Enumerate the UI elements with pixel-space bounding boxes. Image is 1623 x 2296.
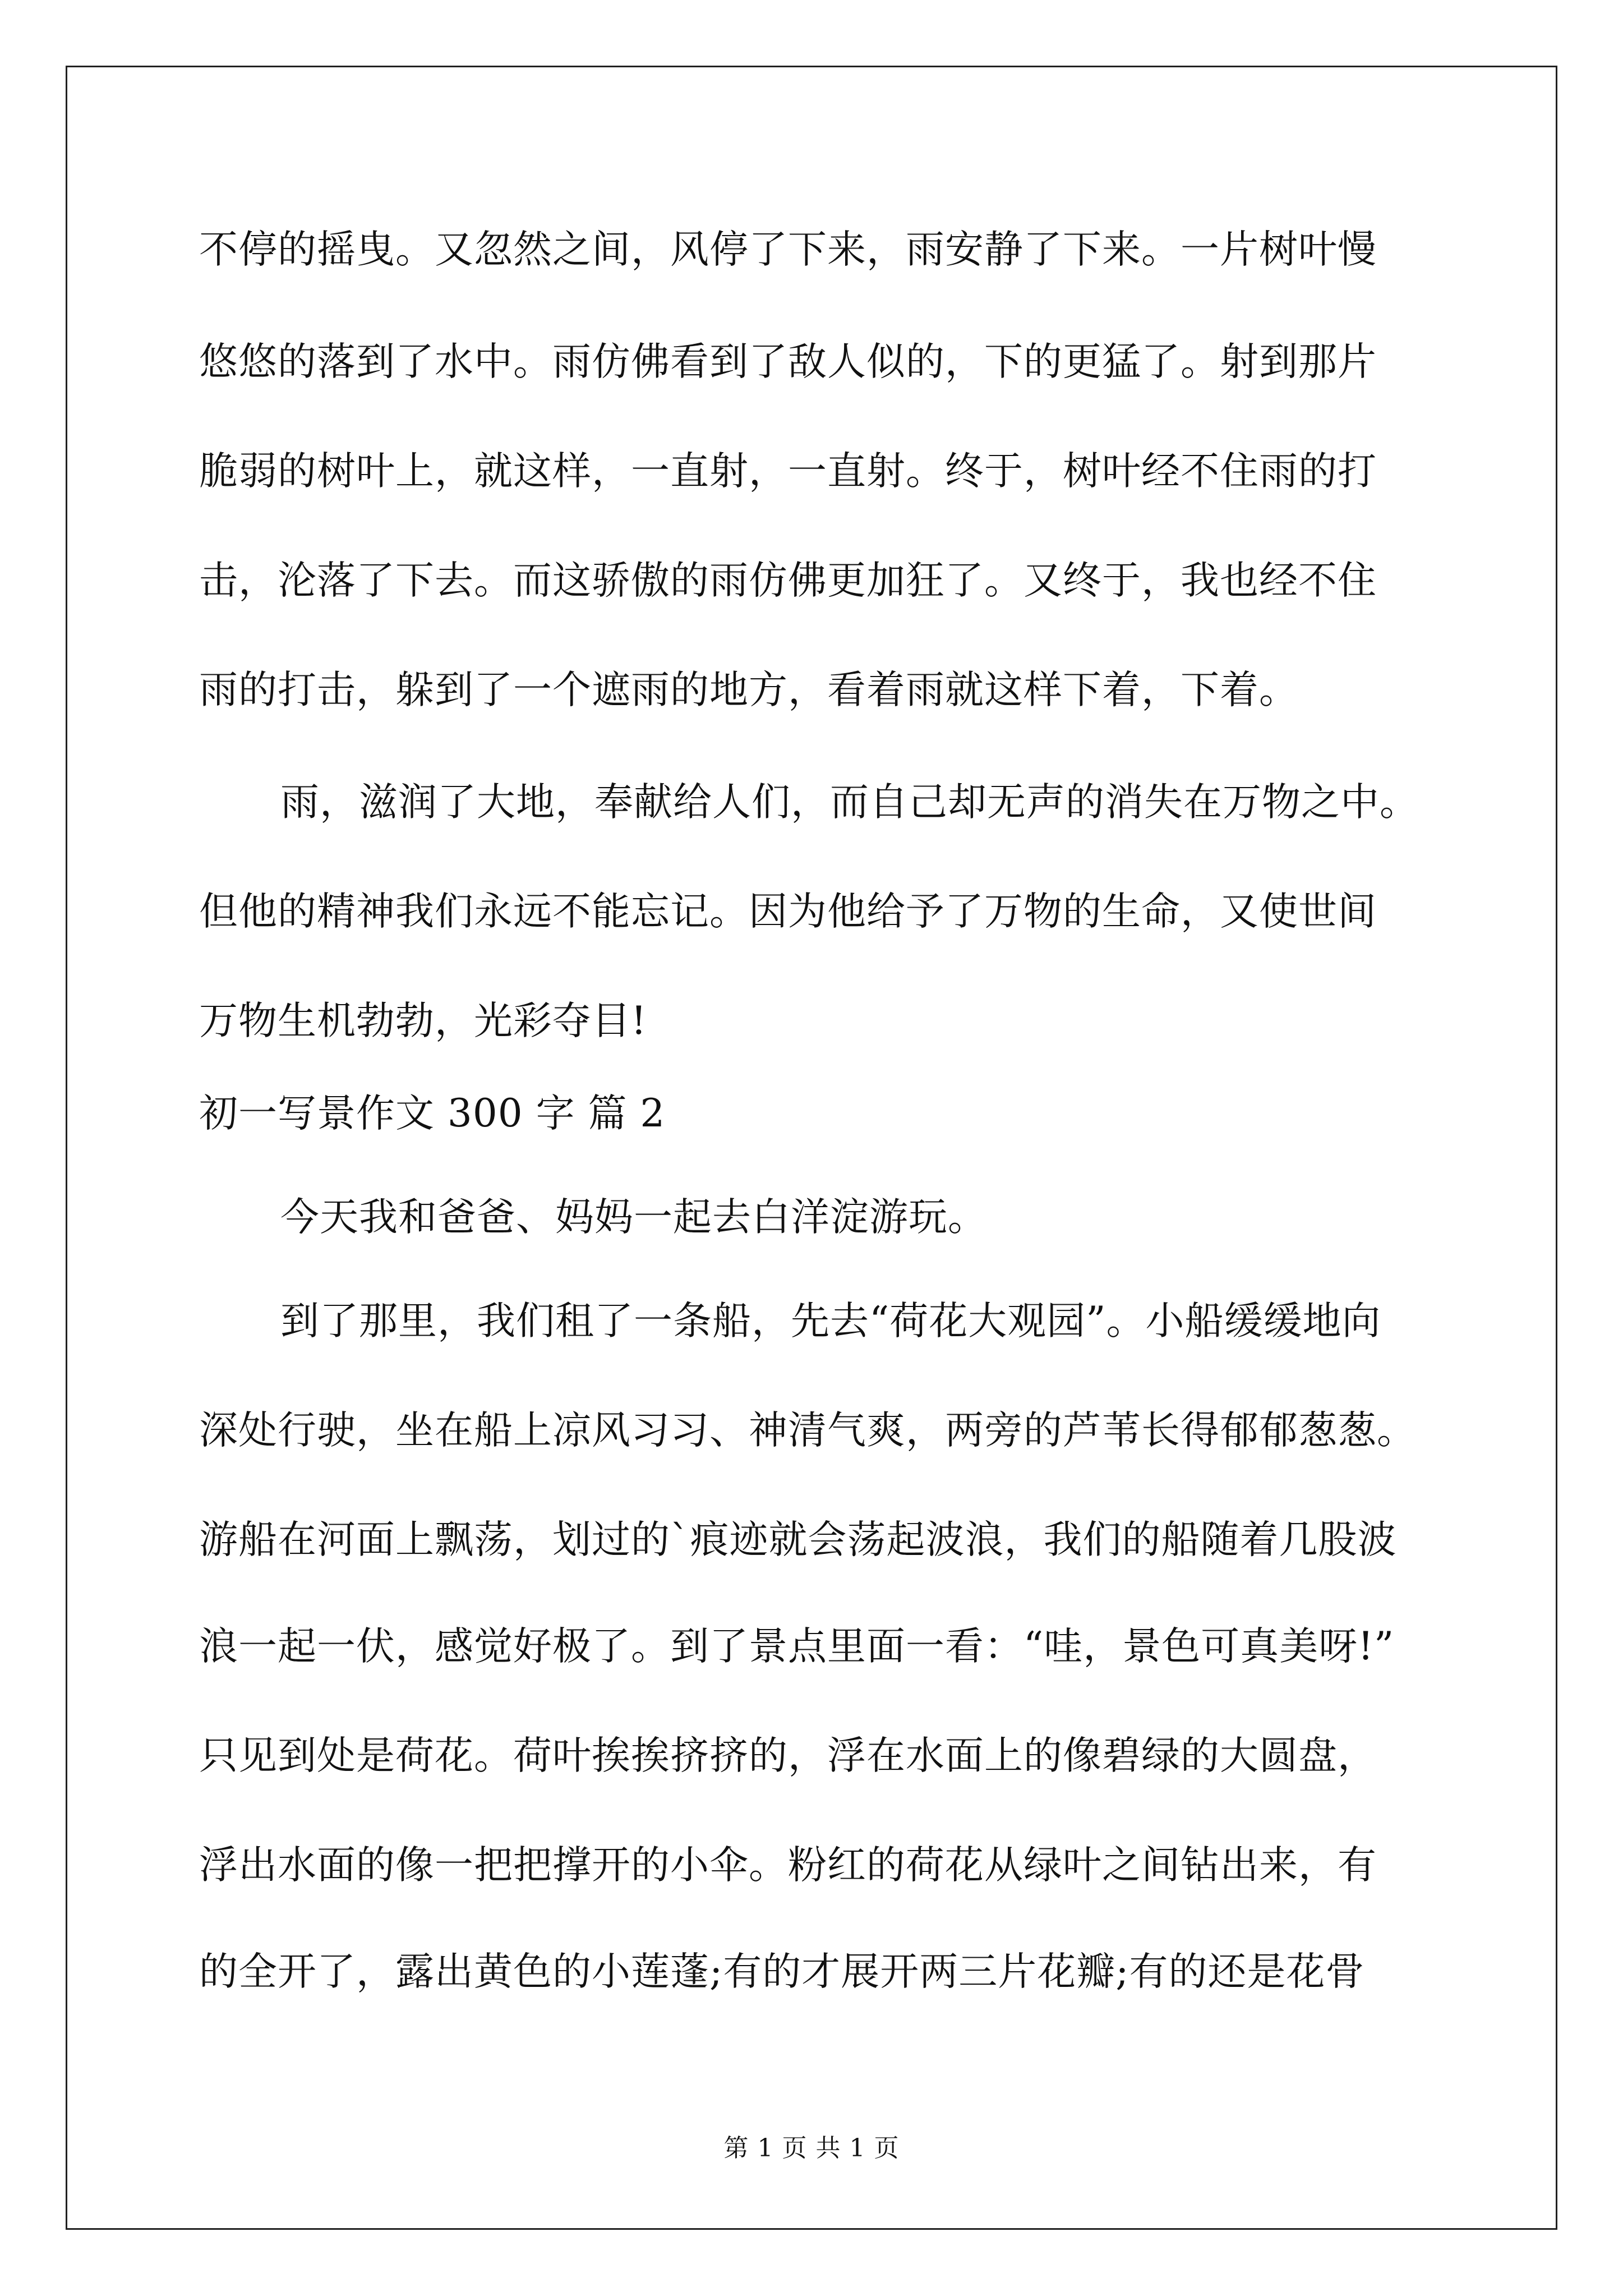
paragraph-line: 浮出水面的像一把把撑开的小伞。粉红的荷花从绿叶之间钻出来，有 [199, 1843, 1377, 1888]
paragraph-line: 浪一起一伏，感觉好极了。到了景点里面一看：“哇，景色可真美呀!” [199, 1624, 1395, 1669]
paragraph-line: 雨的打击，躲到了一个遮雨的地方，看着雨就这样下着，下着。 [199, 668, 1298, 712]
paragraph-line: 的全开了，露出黄色的小莲蓬;有的才展开两三片花瓣;有的还是花骨 [199, 1949, 1365, 1994]
paragraph-line: 今天我和爸爸、妈妈一起去白洋淀游玩。 [280, 1195, 987, 1240]
paragraph-line: 只见到处是荷花。荷叶挨挨挤挤的，浮在水面上的像碧绿的大圆盘， [199, 1733, 1377, 1778]
section-heading: 初一写景作文 300 字 篇 2 [199, 1091, 666, 1136]
paragraph-line: 击，沦落了下去。而这骄傲的雨仿佛更加狂了。又终于，我也经不住 [199, 558, 1377, 603]
paragraph-line: 雨，滋润了大地，奉献给人们，而自己却无声的消失在万物之中。 [280, 780, 1419, 825]
paragraph-line: 脆弱的树叶上，就这样，一直射，一直射。终于，树叶经不住雨的打 [199, 449, 1377, 494]
paragraph-line: 深处行驶，坐在船上凉风习习、神清气爽，两旁的芦苇长得郁郁葱葱。 [199, 1408, 1416, 1453]
paragraph-line: 万物生机勃勃，光彩夺目! [199, 999, 647, 1043]
paragraph-line: 游船在河面上飘荡，划过的`痕迹就会荡起波浪，我们的船随着几股波 [199, 1517, 1397, 1562]
paragraph-line: 但他的精神我们永远不能忘记。因为他给予了万物的生命，又使世间 [199, 889, 1377, 934]
paragraph-line: 到了那里，我们租了一条船，先去“荷花大观园”。小船缓缓地向 [280, 1299, 1381, 1343]
paragraph-line: 不停的摇曳。又忽然之间，风停了下来，雨安静了下来。一片树叶慢 [199, 227, 1377, 272]
page-border [66, 66, 1557, 2230]
page-number-footer: 第 1 页 共 1 页 [723, 2134, 900, 2162]
paragraph-line: 悠悠的落到了水中。雨仿佛看到了敌人似的，下的更猛了。射到那片 [199, 339, 1377, 384]
